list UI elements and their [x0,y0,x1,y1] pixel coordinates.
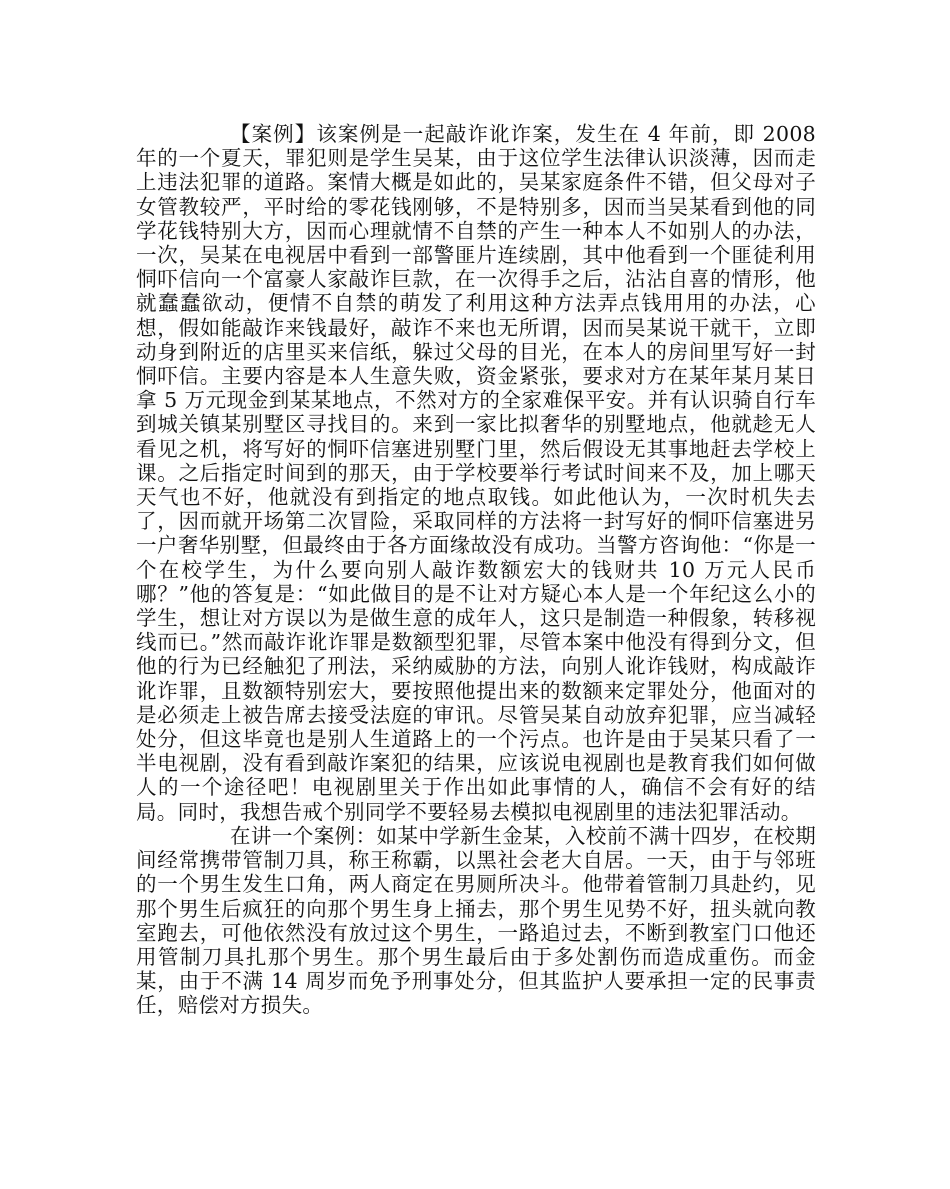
document-body [136,122,816,1018]
paragraph-case-2: 在讲一个案例：如某中学新生金某，入校前不满十四岁，在校期间经常携带管制刀具，称王称霸，以黑社会老大自居。一天，由于与邻班的一个男生发生口角，两人商定在男厕所决斗。他带着管制刀具赴约，见那个男生后疯狂的向那个男生身上捅去，那个男生见势不好，扭头就向教室跑去，可他依然没有放过这个男生，一路追过去，不断到教室门口他还用管制刀具扎那个男生。那个男生最后由于多处割伤而造成重伤。而金某，由于不满 14 周岁而免予刑事处分，但其监护人要承担一定的民事责任，赔偿对方损失。 [136,823,816,1018]
paragraph-case-1: 【案例】该案例是一起敲诈讹诈案，发生在 4 年前，即 2008 年的一个夏天，罪犯则是学生吴某，由于这位学生法律认识淡薄，因而走上违法犯罪的道路。案情大概是如此的，吴某家庭条件不错，但父母对子女管教较严，平时给的零花钱刚够，不是特别多，因而当吴某看到他的同学花钱特别大方，因而心理就情不自禁的产生一种本人不如别人的办法，一次，吴某在电视居中看到一部警匪片连续剧，其中他看到一个匪徒利用恫吓信向一个富豪人家敲诈巨款，在一次得手之后，沾沾自喜的情形，他就蠢蠢欲动，便情不自禁的萌发了利用这种方法弄点钱用用的办法，心想，假如能敲诈来钱最好，敲诈不来也无所谓，因而吴某说干就干，立即动身到附近的店里买来信纸，躲过父母的目光，在本人的房间里写好一封恫吓信。主要内容是本人生意失败，资金紧张，要求对方在某年某月某日拿 5 万元现金到某某地点，不然对方的全家难保平安。并有认识骑自行车到城关镇某别墅区寻找目的。来到一家比拟奢华的别墅地点，他就趁无人看见之机，将写好的恫吓信塞进别墅门里，然后假设无其事地赶去学校上课。之后指定时间到的那天，由于学校要举行考试时间来不及，加上哪天天气也不好，他就没有到指定的地点取钱。如此他认为，一次时机失去了，因而就开场第二次冒险，采取同样的方法将一封写好的恫吓信塞进另一户奢华别墅，但最终由于各方面缘故没有成功。当警方咨询他：“你是一个在校学生，为什么要向别人敲诈数额宏大的钱财共 10 万元人民币哪？”他的答复是：“如此做目的是不让对方疑心本人是一个年纪这么小的学生，想让对方误以为是做生意的成年人，这只是制造一种假象，转移视线而已。”然而敲诈讹诈罪是数额型犯罪，尽管本案中他没有得到分文，但他的行为已经触犯了刑法，采纳威胁的方法，向别人讹诈钱财，构成敲诈讹诈罪，且数额特别宏大，要按照他提出来的数额来定罪处分，他面对的是必须走上被告席去接受法庭的审讯。尽管吴某自动放弃犯罪，应当减轻处分，但这毕竟也是别人生道路上的一个污点。也许是由于吴某只看了一半电视剧，没有看到敲诈案犯的结果，应该说电视剧也是教育我们如何做人的一个途径吧！电视剧里关于作出如此事情的人，确信不会有好的结局。同时，我想告戒个别同学不要轻易去模拟电视剧里的违法犯罪活动。 [136,122,816,824]
